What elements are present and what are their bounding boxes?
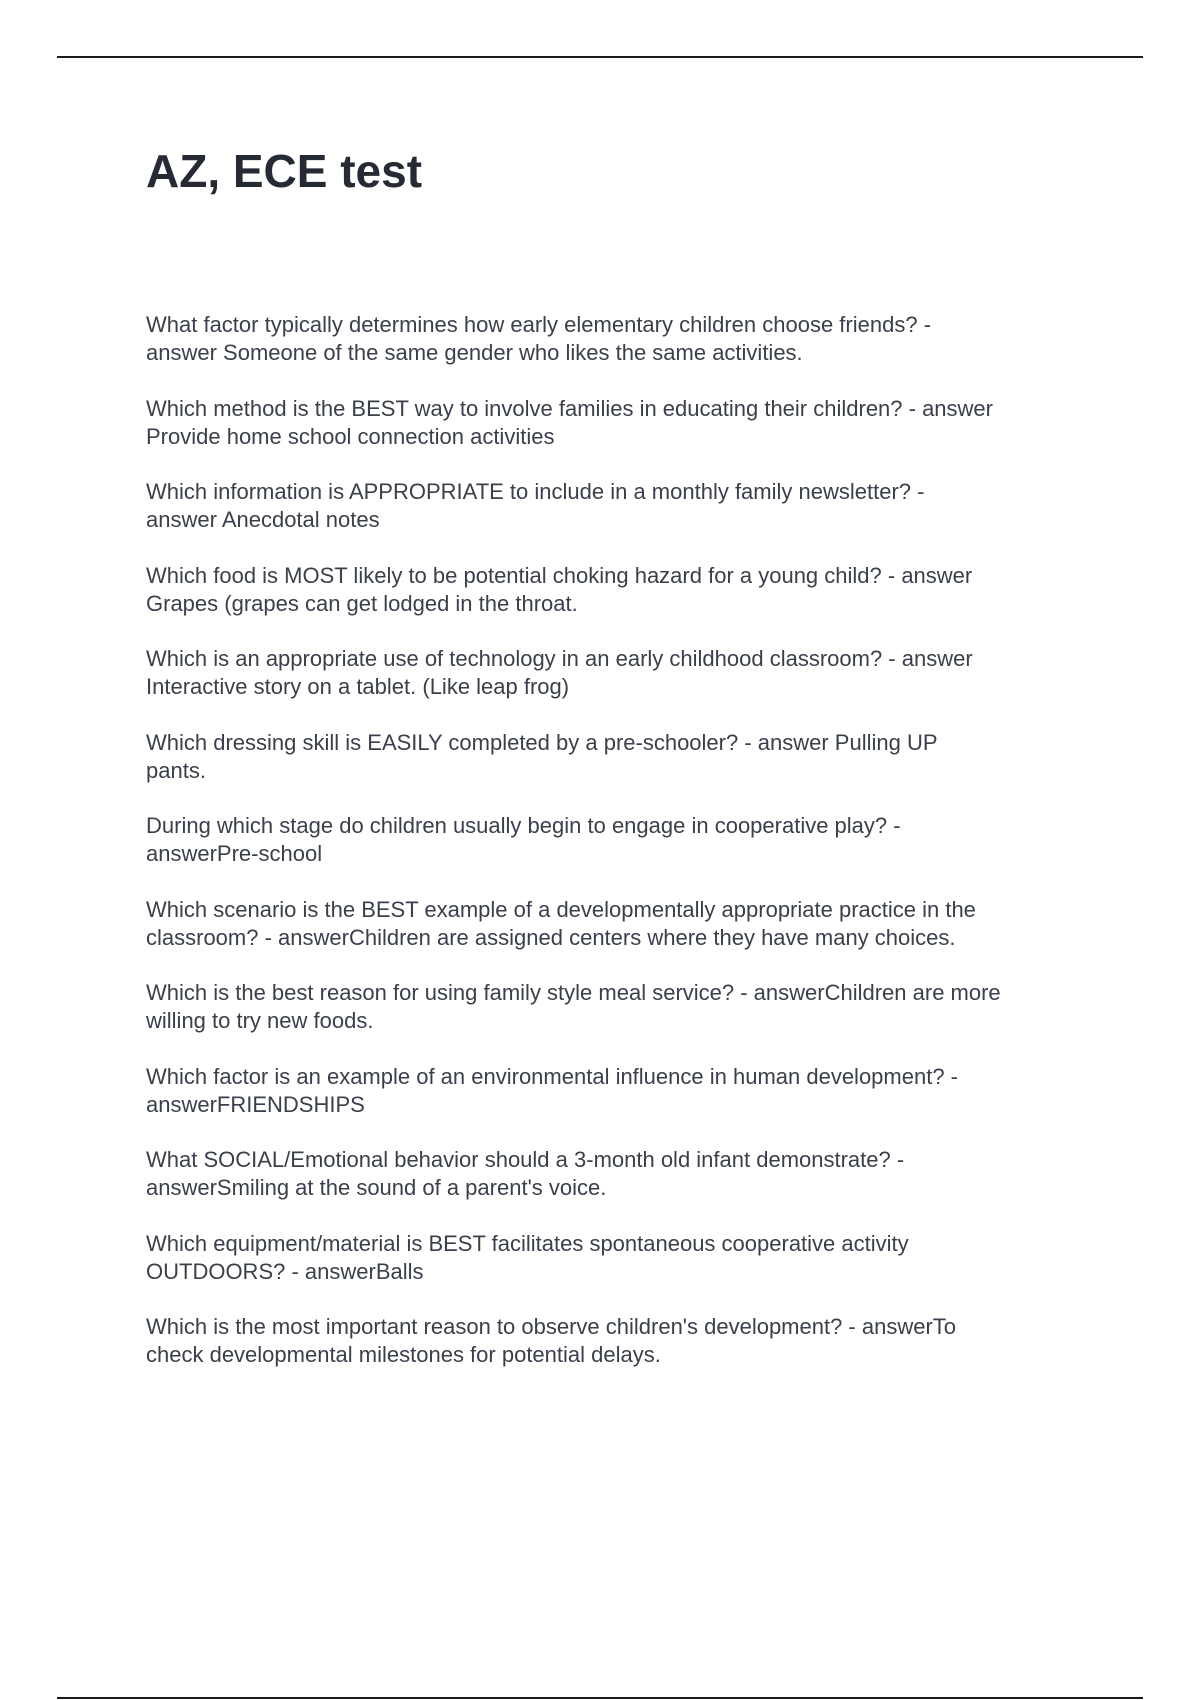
qa-item-5: Which is an appropriate use of technology in an early childhood classroom? - answer Interactive story on a tablet. (Like leap frog) <box>146 646 973 699</box>
question-answer-list <box>146 311 1096 1397</box>
qa-item-11: What SOCIAL/Emotional behavior should a 3-month old infant demonstrate? - answerSmiling at the sound of a parent's voice. <box>146 1147 905 1200</box>
qa-item-1: What factor typically determines how early elementary children choose friends? - answer Someone of the same gender who likes the same activities. <box>146 312 932 365</box>
qa-item-12: Which equipment/material is BEST facilitates spontaneous cooperative activity OUTDOORS? - answerBalls <box>146 1230 909 1284</box>
qa-item-2: Which method is the BEST way to involve families in educating their children? - answer Provide home school connection activities <box>146 395 993 449</box>
qa-item-8: Which scenario is the BEST example of a developmentally appropriate practice in the classroom? - answerChildren are assigned centers where they have many choices. <box>146 896 976 950</box>
qa-item-10: Which factor is an example of an environmental influence in human development? - answerFRIENDSHIPS <box>146 1063 959 1117</box>
qa-item-9: Which is the best reason for using family style meal service? - answerChildren are more willing to try new foods. <box>146 980 1001 1033</box>
qa-item-4: Which food is MOST likely to be potential choking hazard for a young child? - answer Grapes (grapes can get lodged in the throat. <box>146 562 973 616</box>
page-title: AZ, ECE test <box>146 145 423 197</box>
top-divider <box>57 56 1143 58</box>
qa-item-7: During which stage do children usually begin to engage in cooperative play? - answerPre-school <box>146 813 901 866</box>
qa-item-3: Which information is APPROPRIATE to include in a monthly family newsletter? - answer Anecdotal notes <box>146 479 925 532</box>
qa-item-6: Which dressing skill is EASILY completed by a pre-schooler? - answer Pulling UP pants. <box>146 729 938 783</box>
bottom-divider <box>57 1697 1143 1699</box>
qa-item-13: Which is the most important reason to observe children's development? - answerTo check developmental milestones for potential delays. <box>146 1314 957 1367</box>
